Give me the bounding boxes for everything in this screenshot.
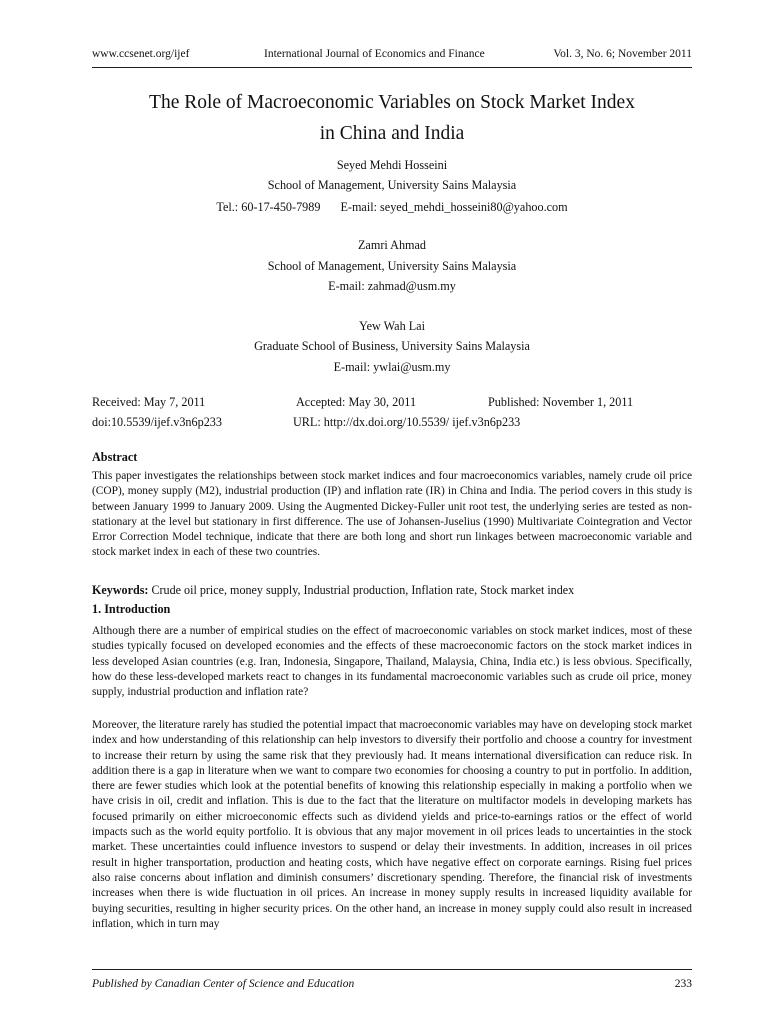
doi-url[interactable]: URL: http://dx.doi.org/10.5539/ ijef.v3n6p233	[293, 415, 521, 429]
author-2-email[interactable]: E-mail: zahmad@usm.my	[328, 279, 456, 293]
keywords	[92, 583, 692, 598]
introduction-heading: 1. Introduction	[92, 602, 171, 616]
dates-row	[92, 395, 692, 411]
author-1-tel: Tel.: 60-17-450-7989	[216, 200, 321, 214]
identifiers-row	[92, 415, 692, 431]
header-rule	[92, 67, 692, 68]
author-1-name: Seyed Mehdi Hosseini	[336, 158, 448, 172]
journal-url[interactable]: www.ccsenet.org/ijef	[92, 48, 190, 60]
author-1-email[interactable]: E-mail: seyed_mehdi_hosseini80@yahoo.com	[340, 200, 568, 214]
doi: doi:10.5539/ijef.v3n6p233	[92, 415, 222, 429]
author-3-affiliation: Graduate School of Business, University Sains Malaysia	[254, 339, 530, 353]
paper-title-line-2: in China and India	[319, 123, 465, 144]
abstract-heading: Abstract	[92, 450, 138, 464]
intro-paragraph-2: Moreover, the literature rarely has studied the potential impact that macroeconomic variables may have on developing stock market index and how understanding of this relationship can help investors to diversify their portfolio and choose a country for investment to increase their return by using the same risk that they previously had. It means international diversification can reduce risk. In addition there is a gap in literature when we want to compare two economies for choosing a country to put in portfolio. In addition, there are fewer studies which look at the potential benefits of knowing this relationship especially in making a portfolio when we have crisis in oil, credit and inflation. This is due to the fact that the literature on multifactor models in developing markets has focused primarily on either microeconomic effects such as dividend yields and price-to-earnings ratios or the effect of world impacts such as the world equity portfolio. It is obvious that any major movement in oil prices leads to uncertainties in the stock market. These uncertainties could influence investors to suspend or delay their investments. In addition, increases in oil prices result in higher transportation, production and heating costs, which have negative effect on corporate earnings. Rising fuel prices also raise concerns about inflation and diminish consumers’ discretionary spending. Therefore, the financial risk of investments increases when there is wide fluctuation in oil prices. An increase in money supply results in increased liquidity available for buying securities, resulting in higher security prices. On the other hand, an increase in money supply could also result in increased inflation, which in turn may	[92, 719, 692, 930]
journal-name: International Journal of Economics and Finance	[264, 48, 485, 60]
intro-paragraph-1: Although there are a number of empirical studies on the effect of macroeconomic variables on stock market indices, most of these studies typically focused on developed economies and the effects of these macroeconomic factors on the stock market indices in less developed Asian countries (e.g. Iran, Indonesia, Singapore, Thailand, Malaysia, China, India etc.) is less obvious. Specifically, how do these less-developed markets react to changes in its fundamental macroeconomic variables such as crude oil price, money supply, industrial production and inflation rate?	[92, 625, 692, 699]
publisher: Published by Canadian Center of Science and Education	[92, 978, 355, 990]
author-1-affiliation: School of Management, University Sains Malaysia	[267, 178, 517, 192]
author-3-name: Yew Wah Lai	[359, 319, 425, 333]
issue-info: Vol. 3, No. 6; November 2011	[553, 48, 692, 60]
page-footer	[92, 978, 692, 994]
page-number: 233	[674, 978, 692, 990]
author-3-email[interactable]: E-mail: ywlai@usm.my	[333, 360, 451, 374]
paper-title-line-1: The Role of Macroeconomic Variables on Stock Market Index	[149, 92, 635, 113]
published-date: Published: November 1, 2011	[488, 395, 634, 409]
abstract-text: This paper investigates the relationships between stock market indices and four macroeconomics variables, namely crude oil price (COP), money supply (M2), industrial production (IP) and inflation rate (IR) in China and India. The period covers in this study is between January 1999 to January 2009. Using the Augmented Dickey-Fuller unit root test, the underlying series are tested as non-stationary at the level but stationary in first difference. The use of Johansen-Juselius (1990) Multivariate Cointegration and Vector Error Correction Model technique, indicate that there are both long and short run linkages between macroeconomic variable and stock market index in each of these two countries.	[92, 470, 692, 559]
footer-rule	[92, 969, 692, 970]
author-2-affiliation: School of Management, University Sains Malaysia	[267, 259, 517, 273]
received-date: Received: May 7, 2011	[92, 395, 206, 409]
keywords-label: Keywords:	[92, 583, 149, 597]
accepted-date: Accepted: May 30, 2011	[296, 395, 417, 409]
author-2-name: Zamri Ahmad	[357, 238, 427, 252]
running-header	[92, 48, 692, 66]
keywords-text: Crude oil price, money supply, Industrial production, Inflation rate, Stock market index	[148, 583, 575, 597]
author-1-contact	[80, 199, 704, 215]
